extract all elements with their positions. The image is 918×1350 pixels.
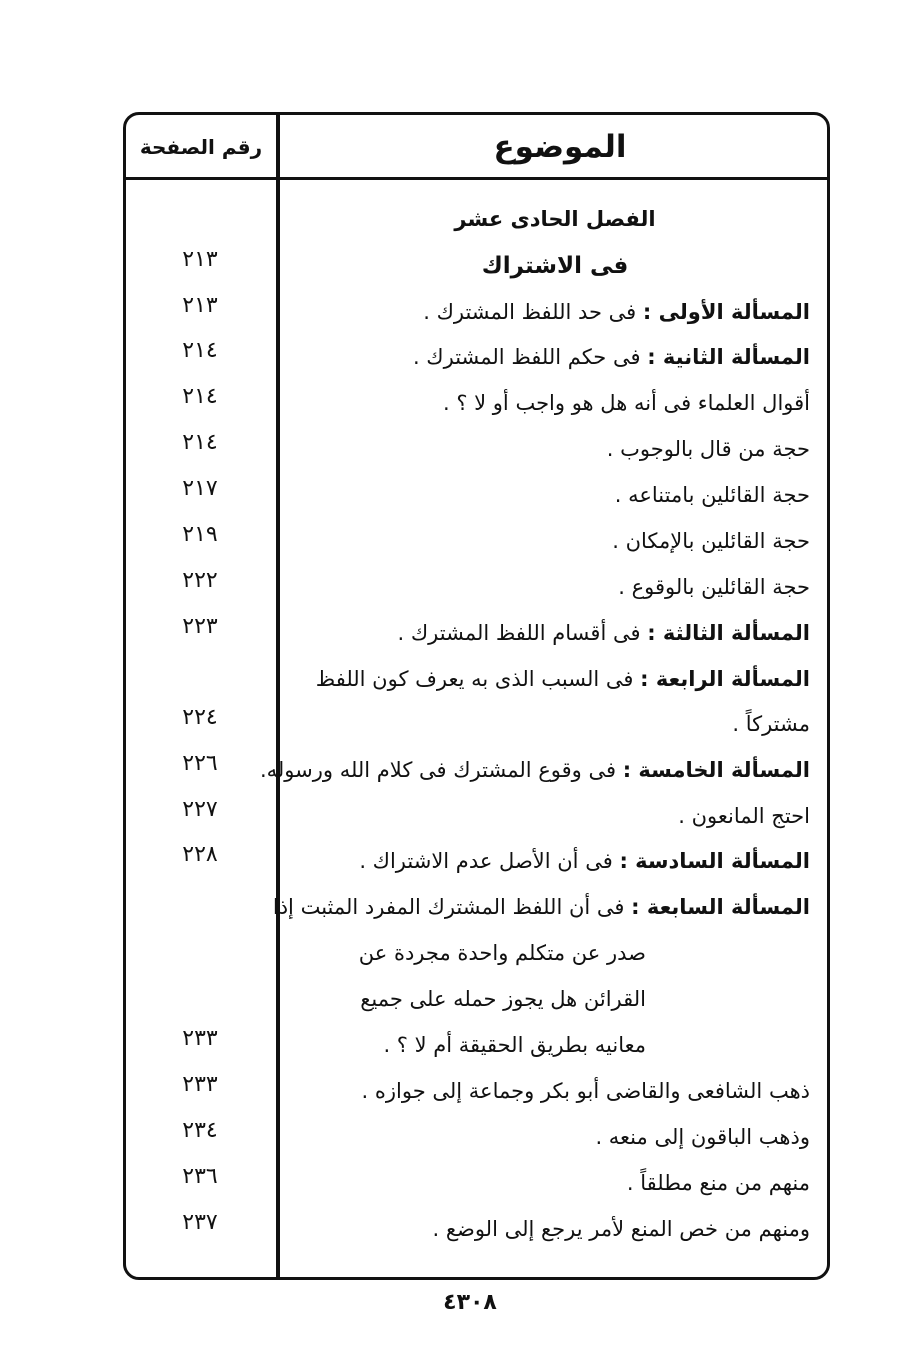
entry-label: المسألة الخامسة : [622, 758, 810, 782]
page-number: ٢٣٧ [182, 1210, 218, 1235]
column-divider [276, 114, 280, 1278]
toc-entry: حجة القائلين بالوقوع . [618, 575, 810, 599]
toc-entry: أقوال العلماء فى أنه هل هو واجب أو لا ؟ . [442, 391, 810, 415]
page-number: ٢١٤ [182, 430, 218, 455]
toc-entry: ذهب الشافعى والقاضى أبو بكر وجماعة إلى جوازه . [361, 1079, 810, 1103]
toc-entry: منهم من منع مطلقاً . [626, 1171, 810, 1195]
page-number: ٢١٧ [182, 476, 218, 501]
entry-label: المسألة الرابعة : [640, 667, 810, 691]
toc-entry: ومنهم من خص المنع لأمر يرجع إلى الوضع . [432, 1217, 810, 1241]
toc-entry: حجة من قال بالوجوب . [606, 437, 810, 461]
header-topic: الموضوع [493, 129, 627, 165]
toc-entry: حجة القائلين بامتناعه . [614, 483, 810, 507]
entry-text: فى السبب الذى به يعرف كون اللفظ [315, 667, 634, 691]
entry-text: فى حد اللفظ المشترك . [423, 300, 637, 324]
chapter-subtitle: فى الاشتراك [481, 253, 629, 279]
page-number: ٢١٤ [182, 384, 218, 409]
page-number: ٢١٣ [182, 247, 218, 272]
page-number: ٢٢٨ [182, 842, 218, 867]
page-number: ٢٣٣ [182, 1026, 218, 1051]
page-number: ٢١٣ [182, 293, 218, 318]
toc-entry: معانيه بطريق الحقيقة أم لا ؟ . [383, 1033, 646, 1057]
entry-text: فى حكم اللفظ المشترك . [412, 345, 641, 369]
toc-entry: مشتركاً . [732, 712, 810, 736]
toc-entry [260, 754, 810, 786]
page-number: ٢١٤ [182, 338, 218, 363]
entry-label: المسألة السادسة : [619, 849, 810, 873]
header-page-number: رقم الصفحة [139, 135, 263, 159]
toc-entry [423, 296, 810, 328]
entry-text: فى أقسام اللفظ المشترك . [397, 621, 641, 645]
toc-entry: القرائن هل يجوز حمله على جميع [360, 987, 646, 1011]
page-number: ٢٢٢ [182, 568, 218, 593]
page-number: ٢٢٦ [182, 751, 218, 776]
entry-text: فى وقوع المشترك فى كلام الله ورسوله. [259, 758, 617, 782]
page-number: ٢١٩ [182, 522, 218, 547]
toc-entry [316, 663, 810, 695]
page-number: ٢٢٣ [182, 614, 218, 639]
page-number: ٢٢٤ [182, 705, 218, 730]
header-divider [125, 177, 828, 180]
page-number: ٢٣٤ [182, 1118, 218, 1143]
toc-entry [413, 341, 810, 373]
page-number: ٢٣٣ [182, 1072, 218, 1097]
toc-entry [273, 891, 810, 923]
entry-label: المسألة الأولى : [642, 300, 810, 324]
toc-entry: وذهب الباقون إلى منعه . [595, 1125, 810, 1149]
page-number: ٢٢٧ [182, 797, 218, 822]
entry-label: المسألة الثالثة : [647, 621, 810, 645]
chapter-title: الفصل الحادى عشر [454, 207, 656, 231]
entry-text: فى أن اللفظ المشترك المفرد المثبت إذا [272, 895, 625, 919]
entry-label: المسألة الثانية : [647, 345, 810, 369]
toc-entry [359, 845, 810, 877]
toc-entry: احتج المانعون . [678, 804, 810, 828]
toc-entry [398, 617, 811, 649]
entry-text: فى أن الأصل عدم الاشتراك . [359, 849, 613, 873]
page-number: ٢٣٦ [182, 1164, 218, 1189]
entry-label: المسألة السابعة : [631, 895, 810, 919]
toc-entry: حجة القائلين بالإمكان . [612, 529, 810, 553]
page-footer-number: ٤٣٠٨ [443, 1290, 497, 1315]
toc-entry: صدر عن متكلم واحدة مجردة عن [358, 941, 646, 965]
